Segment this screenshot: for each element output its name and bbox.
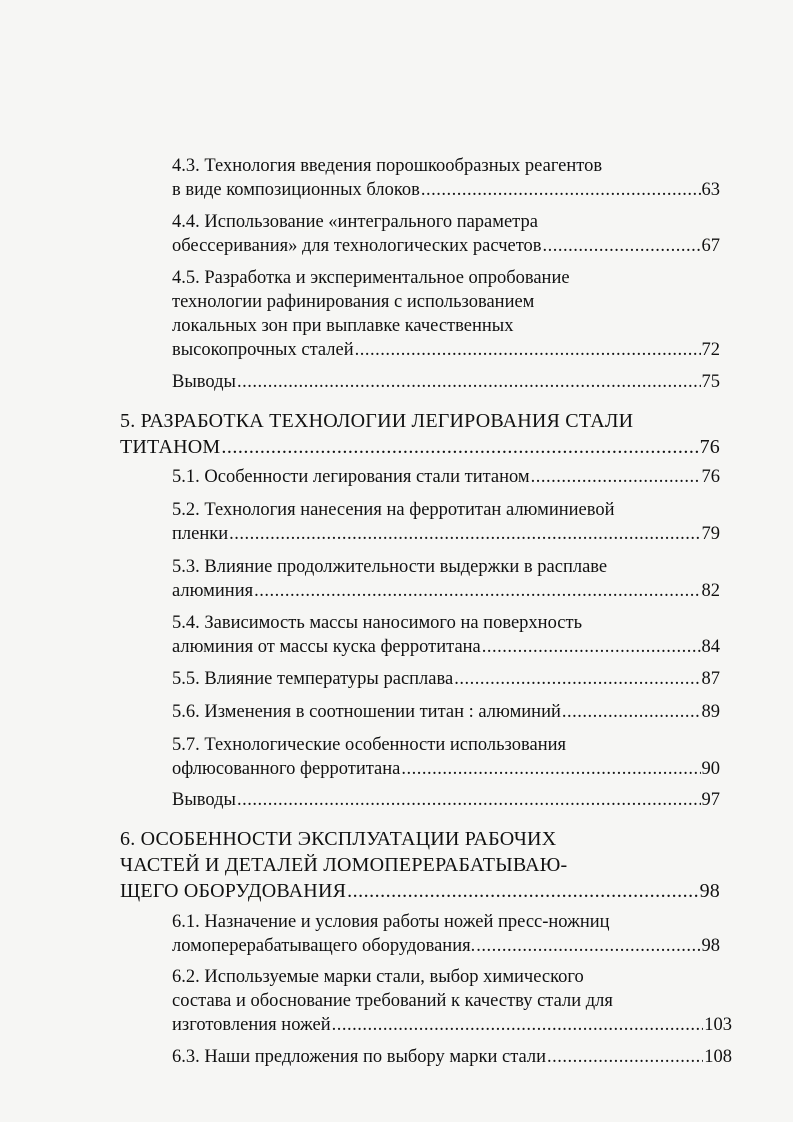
toc-entry-text: ЩЕГО ОБОРУДОВАНИЯ (120, 880, 347, 902)
toc-entry-text: состава и обоснование требований к качеству стали для (172, 991, 613, 1011)
toc-entry-5-5 (172, 667, 720, 691)
toc-page-number: 76 (699, 436, 720, 458)
dot-leader (531, 465, 701, 489)
dot-leader (401, 757, 700, 781)
toc-page-number: 72 (701, 340, 720, 360)
toc-entry-text: 5.2. Технология нанесения на ферротитан алюминиевой (172, 500, 615, 520)
dot-leader (221, 434, 698, 460)
toc-entry-text: 4.4. Использование «интегрального параметра (172, 212, 538, 232)
toc-entry-text: Выводы (172, 790, 236, 810)
toc-entry-text: технологии рафинирования с использованием (172, 292, 535, 312)
dot-leader (421, 178, 701, 202)
dot-leader (332, 1013, 704, 1037)
toc-entry-text: в виде композиционных блоков (172, 180, 420, 200)
dot-leader (562, 700, 701, 724)
toc-page-number: 108 (704, 1047, 732, 1067)
toc-entry-4-4 (172, 210, 720, 258)
toc-entry-5-7 (172, 733, 720, 781)
dot-leader (547, 1045, 703, 1069)
toc-entry-text: 5.5. Влияние температуры расплава (172, 669, 454, 689)
toc-entry-5-conclusions (172, 788, 720, 812)
toc-entry-5-4 (172, 611, 720, 659)
dot-leader (254, 579, 700, 603)
toc-page-number: 89 (701, 702, 720, 722)
dot-leader (543, 234, 701, 258)
toc-entry-text: 5.1. Особенности легирования стали титаном (172, 467, 530, 487)
toc-entry-text: Выводы (172, 372, 236, 392)
toc-entry-4-5 (172, 266, 720, 362)
toc-page-number: 98 (701, 936, 720, 956)
toc-entry-text: алюминия (172, 581, 254, 601)
toc-page-number: 67 (701, 236, 720, 256)
dot-leader (482, 635, 701, 659)
toc-entry-text: ломоперерабатыващего оборудования. (172, 936, 476, 956)
toc-entry-text: 6.1. Назначение и условия работы ножей пресс-ножниц (172, 912, 610, 932)
toc-entry-text: ЧАСТЕЙ И ДЕТАЛЕЙ ЛОМОПЕРЕРАБАТЫВАЮ- (120, 854, 568, 876)
toc-entry-4-conclusions (172, 370, 720, 394)
toc-entry-text: 5. РАЗРАБОТКА ТЕХНОЛОГИИ ЛЕГИРОВАНИЯ СТАЛИ (120, 410, 634, 432)
dot-leader (476, 934, 700, 958)
toc-entry-5-3 (172, 555, 720, 603)
toc-entry-text: 6.2. Используемые марки стали, выбор химического (172, 967, 584, 987)
toc-entry-text: ТИТАНОМ (120, 436, 221, 458)
toc-page-number: 75 (701, 372, 720, 392)
toc-entry-text: алюминия от массы куска ферротитана (172, 637, 481, 657)
dot-leader (229, 522, 700, 546)
toc-entry-5-2 (172, 498, 720, 546)
toc-page-number: 97 (701, 790, 720, 810)
toc-page-number: 90 (701, 759, 720, 779)
toc-entry-text: 4.3. Технология введения порошкообразных реагентов (172, 156, 603, 176)
toc-entry-text: 6. ОСОБЕННОСТИ ЭКСПЛУАТАЦИИ РАБОЧИХ (120, 828, 557, 850)
toc-entry-text: 4.5. Разработка и экспериментальное опробование (172, 268, 570, 288)
toc-entry-text: 5.3. Влияние продолжительности выдержки в расплаве (172, 557, 608, 577)
toc-chapter-6 (120, 826, 720, 904)
toc-entry-6-1 (172, 910, 720, 958)
toc-entry-text: 5.7. Технологические особенности использования (172, 735, 567, 755)
toc-page-number: 84 (701, 637, 720, 657)
toc-page-number: 79 (701, 524, 720, 544)
toc-entry-text: 5.4. Зависимость массы наносимого на поверхность (172, 613, 583, 633)
toc-entry-text: 5.6. Изменения в соотношении титан : алюминий (172, 702, 561, 722)
toc-entry-text: офлюсованного ферротитана (172, 759, 401, 779)
dot-leader (454, 667, 700, 691)
dot-leader (237, 788, 701, 812)
toc-page-number: 63 (701, 180, 720, 200)
toc-entry-6-2 (172, 965, 732, 1037)
toc-entry-text: изготовления ножей (172, 1015, 331, 1035)
dot-leader (355, 338, 701, 362)
toc-entry-text: высокопрочных сталей (172, 340, 354, 360)
toc-entry-5-1 (172, 465, 720, 489)
toc-entry-4-3 (172, 154, 720, 202)
toc-page-number: 98 (699, 880, 720, 902)
dot-leader (237, 370, 701, 394)
toc-entry-text: обессеривания» для технологических расчетов (172, 236, 542, 256)
dot-leader (347, 878, 698, 904)
toc-entry-5-6 (172, 700, 720, 724)
toc-page-number: 76 (701, 467, 720, 487)
toc-page-number: 103 (704, 1015, 732, 1035)
toc-entry-text: пленки (172, 524, 229, 544)
toc-entry-text: локальных зон при выплавке качественных (172, 316, 514, 336)
toc-page-number: 87 (701, 669, 720, 689)
toc-entry-text: 6.3. Наши предложения по выбору марки стали (172, 1047, 547, 1067)
toc-entry-6-3 (172, 1045, 732, 1069)
toc-chapter-5 (120, 408, 720, 460)
toc-page-number: 82 (701, 581, 720, 601)
